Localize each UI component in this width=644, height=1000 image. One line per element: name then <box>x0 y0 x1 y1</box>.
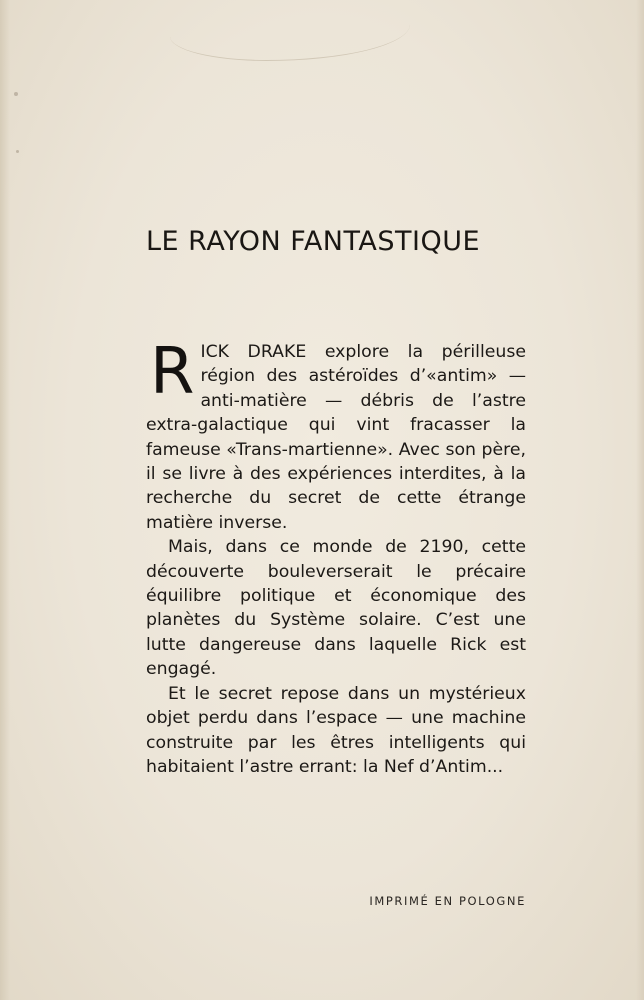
paper-spot <box>16 150 19 153</box>
printed-in-note: IMPRIMÉ EN POLOGNE <box>369 894 526 908</box>
paper-crease <box>170 0 410 61</box>
blurb-paragraph-2: Mais, dans ce monde de 2190, cette découverte bouleverserait le précaire équilibre politique et économique des planètes du Système solaire. C’est une lutte dangereuse dans laquelle Rick est engagé. <box>146 537 526 680</box>
blurb-paragraph-1 <box>146 335 526 535</box>
drop-cap: R <box>150 335 195 409</box>
blurb <box>146 335 526 779</box>
paper-spot <box>14 92 18 96</box>
blurb-paragraph-1-text: ICK DRAKE explore la périlleuse région des astéroïdes d’«antim» — anti-matière — débris de l’astre extra-galactique qui vint fracasser la fameuse «Trans-martienne». Avec son père, il se livre à des expériences interdites, à la recherche du secret de cette étrange matière inverse. <box>146 342 526 533</box>
blurb-paragraph-3: Et le secret repose dans un mystérieux objet perdu dans l’espace — une machine construite par les êtres intelligents qui habitaient l’astre errant: la Nef d’Antim... <box>146 683 526 777</box>
book-title: LE RAYON FANTASTIQUE <box>146 226 481 257</box>
